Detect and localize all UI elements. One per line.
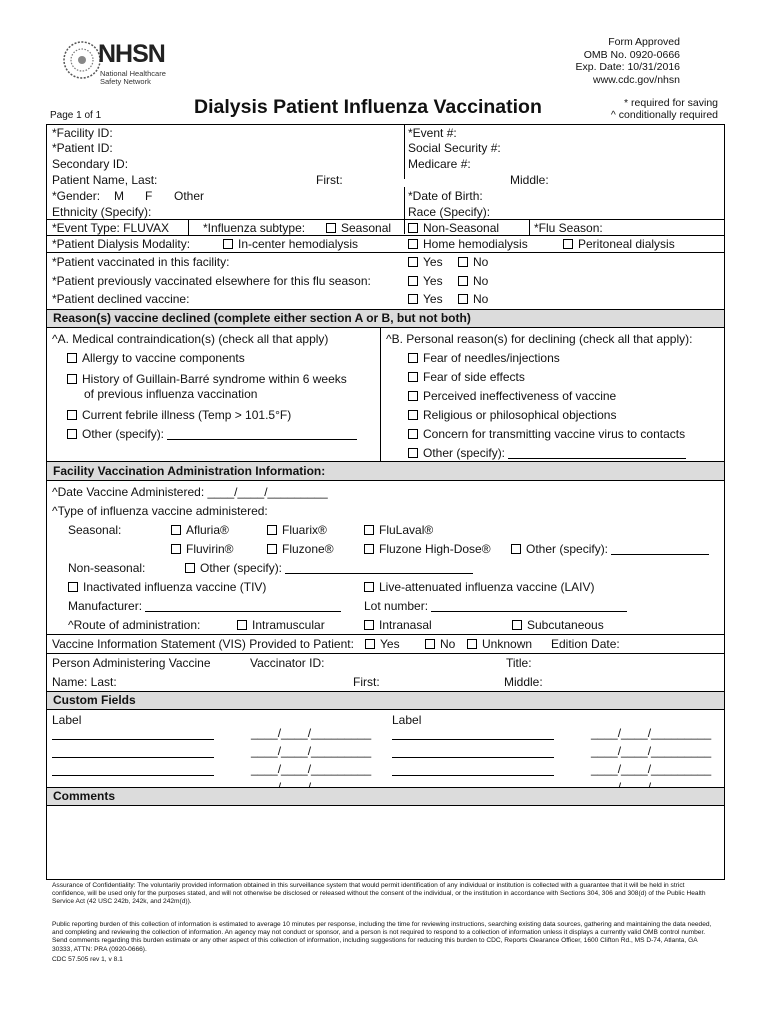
checkbox-icon — [458, 276, 468, 286]
custom-label-left-header: Label — [52, 713, 82, 727]
declined-no[interactable] — [458, 292, 488, 306]
ineffective-checkbox[interactable] — [408, 389, 616, 403]
person-administering-label: Person Administering Vaccine — [52, 656, 211, 670]
fluzone-checkbox[interactable] — [267, 542, 334, 556]
checkbox-icon — [408, 276, 418, 286]
checkbox-icon — [171, 525, 181, 535]
seasonal-label: Seasonal: — [68, 523, 122, 537]
divider — [404, 187, 405, 234]
checkbox-icon — [408, 294, 418, 304]
checkbox-icon — [267, 525, 277, 535]
checkbox-icon — [267, 544, 277, 554]
divider — [188, 219, 189, 235]
yes-label: Yes — [423, 255, 443, 269]
religious-label: Religious or philosophical objections — [423, 408, 617, 422]
a-other-input[interactable] — [167, 428, 357, 440]
elsewhere-yes[interactable] — [408, 274, 443, 288]
omb-block — [576, 36, 681, 86]
custom-date-input[interactable]: ____/____/_________ — [251, 726, 372, 740]
checkbox-icon — [408, 239, 418, 249]
checkbox-icon — [563, 239, 573, 249]
laiv-label: Live-attenuated influenza vaccine (LAIV) — [379, 580, 595, 594]
custom-label-input[interactable] — [52, 739, 214, 740]
checkbox-icon — [185, 563, 195, 573]
checkbox-icon — [67, 410, 77, 420]
seasonal-checkbox[interactable] — [326, 221, 391, 235]
confidentiality-statement: Assurance of Confidentiality: The voluntarily provided information obtained in this surveillance system that would permit identification of any individual or institution is collected with a guarantee that it will be held in strict confidence, will be used only for the purposes stated, and will not otherwise be disclosed or released without the consent of the individual, or the institution in accordance with Sections 304, 306 and 308(d) of the Public Health Service Act (42 USC 242b, 242k, and 242m(d)). — [52, 882, 706, 906]
medicare-field[interactable]: Medicare #: — [408, 157, 471, 171]
incenter-label: In-center hemodialysis — [238, 237, 359, 251]
seasonal-label: Seasonal — [341, 221, 392, 235]
intranasal-checkbox[interactable] — [364, 618, 432, 632]
ssn-field[interactable]: Social Security #: — [408, 141, 501, 155]
custom-label-input[interactable] — [392, 739, 554, 740]
fluarix-checkbox[interactable] — [267, 523, 327, 537]
fluvirin-label: Fluvirin® — [186, 542, 234, 556]
checkbox-icon — [458, 257, 468, 267]
vis-no[interactable] — [425, 637, 455, 651]
divider — [47, 252, 724, 253]
checkbox-icon — [364, 544, 374, 554]
date-administered-field[interactable]: ^Date Vaccine Administered: ____/____/_________ — [52, 485, 328, 499]
side-effects-label: Fear of side effects — [423, 370, 525, 384]
event-type: *Event Type: FLUVAX — [52, 221, 169, 235]
divider — [47, 235, 724, 236]
logo-subtitle-1: National Healthcare — [100, 69, 166, 78]
checkbox-icon — [171, 544, 181, 554]
fluzone-hd-checkbox[interactable] — [364, 542, 491, 556]
afluria-checkbox[interactable] — [171, 523, 229, 537]
checkbox-icon — [511, 544, 521, 554]
vaccinator-last-name-field[interactable]: Name: Last: — [52, 675, 117, 689]
patient-middle-name-field[interactable]: Middle: — [510, 173, 549, 187]
transmit-checkbox[interactable] — [408, 427, 685, 441]
elsewhere-no[interactable] — [458, 274, 488, 288]
vaccinator-first-name-field[interactable]: First: — [353, 675, 380, 689]
checkbox-icon — [67, 429, 77, 439]
nonseasonal-other-checkbox[interactable] — [185, 561, 473, 575]
flulaval-checkbox[interactable] — [364, 523, 433, 537]
divider — [47, 634, 724, 635]
patient-last-name-field[interactable]: Patient Name, Last: — [52, 173, 158, 187]
secondary-id-field[interactable]: Secondary ID: — [52, 157, 129, 171]
transmit-label: Concern for transmitting vaccine virus to contacts — [423, 427, 686, 441]
custom-label-input[interactable] — [52, 757, 214, 758]
custom-date-input[interactable]: ____/____/_________ — [251, 744, 372, 758]
lot-number-field[interactable] — [364, 599, 627, 613]
intranasal-label: Intranasal — [379, 618, 432, 632]
lot-input[interactable] — [431, 600, 627, 612]
fluvirin-checkbox[interactable] — [171, 542, 234, 556]
admin-heading: Facility Vaccination Administration Information: — [47, 461, 724, 481]
needles-label: Fear of needles/injections — [423, 351, 560, 365]
route-label: ^Route of administration: — [68, 618, 201, 632]
vaccinated-yes[interactable] — [408, 255, 443, 269]
vaccine-type-label: ^Type of influenza vaccine administered: — [52, 504, 268, 518]
fluzone-hd-label: Fluzone High-Dose® — [379, 542, 491, 556]
a-other-checkbox[interactable] — [67, 427, 357, 441]
custom-date-input[interactable]: ____/____/_________ — [251, 762, 372, 776]
vaccinated-no[interactable] — [458, 255, 488, 269]
patient-first-name-field[interactable]: First: — [316, 173, 343, 187]
checkbox-icon — [237, 620, 247, 630]
religious-checkbox[interactable] — [408, 408, 616, 422]
checkbox-icon — [408, 257, 418, 267]
vis-yes[interactable] — [365, 637, 400, 651]
custom-date-input[interactable]: ____/____/_________ — [591, 762, 712, 776]
fluarix-label: Fluarix® — [282, 523, 327, 537]
patient-id-field[interactable]: *Patient ID: — [52, 141, 113, 155]
peritoneal-checkbox[interactable] — [563, 237, 675, 251]
checkbox-icon — [458, 294, 468, 304]
needles-checkbox[interactable] — [408, 351, 560, 365]
checkbox-icon — [68, 582, 78, 592]
no-label: No — [473, 274, 489, 288]
checkbox-icon — [425, 639, 435, 649]
unknown-label: Unknown — [482, 637, 533, 651]
custom-label-input[interactable] — [52, 775, 214, 776]
custom-label-input[interactable] — [392, 775, 554, 776]
required-note: * required for saving — [624, 97, 718, 109]
laiv-checkbox[interactable] — [364, 580, 594, 594]
flulaval-label: FluLaval® — [379, 523, 434, 537]
yes-label: Yes — [423, 274, 443, 288]
edition-date-field[interactable]: Edition Date: — [551, 637, 620, 651]
checkbox-icon — [365, 639, 375, 649]
divider — [404, 125, 405, 179]
divider — [47, 653, 724, 654]
checkbox-icon — [223, 239, 233, 249]
nonseasonal-other-input[interactable] — [285, 562, 473, 574]
no-label: No — [473, 255, 489, 269]
febrile-checkbox[interactable] — [67, 408, 291, 422]
checkbox-icon — [408, 410, 418, 420]
logo-text: NHSN — [98, 40, 165, 68]
checkbox-icon — [512, 620, 522, 630]
vaccinator-middle-name-field[interactable]: Middle: — [504, 675, 543, 689]
race-field[interactable]: Race (Specify): — [408, 205, 491, 219]
comments-area[interactable] — [47, 806, 724, 879]
divider — [529, 219, 530, 235]
im-checkbox[interactable] — [237, 618, 325, 632]
vis-unknown[interactable] — [467, 637, 532, 651]
divider — [47, 219, 724, 220]
manufacturer-field[interactable] — [68, 599, 341, 613]
checkbox-icon — [408, 429, 418, 439]
date-label: ^Date Vaccine Administered: — [52, 485, 205, 499]
allergy-checkbox[interactable] — [67, 351, 245, 365]
nhsn-logo — [62, 40, 172, 86]
tiv-checkbox[interactable] — [68, 580, 266, 594]
vaccinated-label: *Patient vaccinated in this facility: — [52, 255, 230, 269]
logo-subtitle-2: Safety Network — [100, 77, 151, 86]
b-other-checkbox[interactable] — [408, 446, 686, 460]
manufacturer-label: Manufacturer: — [68, 599, 143, 613]
checkbox-icon — [67, 353, 77, 363]
seasonal-other-checkbox[interactable] — [511, 542, 709, 556]
gender-f-option[interactable]: F — [145, 189, 153, 203]
dialysis-modality-label: *Patient Dialysis Modality: — [52, 237, 191, 251]
home-hd-checkbox[interactable] — [408, 237, 528, 251]
checkbox-icon — [364, 582, 374, 592]
allergy-label: Allergy to vaccine components — [82, 351, 245, 365]
form-approved: Form Approved — [608, 36, 680, 48]
checkbox-icon — [408, 391, 418, 401]
influenza-subtype-label: *Influenza subtype: — [203, 221, 306, 235]
no-label: No — [473, 292, 489, 306]
ineffective-label: Perceived ineffectiveness of vaccine — [423, 389, 617, 403]
form-body — [46, 124, 725, 880]
custom-date-input[interactable]: ____/____/_________ — [591, 744, 712, 758]
burden-statement: Public reporting burden of this collection of information is estimated to average 10 minutes per response, including the time for reviewing instructions, searching existing data sources, gathering and maintaining the data needed, and completing and reviewing the collection of information. An agency may not conduct or sponsor, and a person is not required to respond to a collection of information unless it displays a currently valid OMB control number. Send comments regarding this burden estimate or any other aspect of this collection of information, including suggestions for reducing this burden to CDC, Reports Clearance Officer, 1600 Clifton Rd., MS D-74, Atlanta, GA 30333, ATTN: PRA (0920-0666). — [52, 921, 712, 953]
febrile-label: Current febrile illness (Temp > 101.5°F) — [82, 408, 292, 422]
subq-label: Subcutaneous — [527, 618, 604, 632]
gender-m-option[interactable]: M — [114, 189, 124, 203]
omb-number: OMB No. 0920-0666 — [583, 48, 680, 61]
lot-label: Lot number: — [364, 599, 429, 613]
gbs-label: History of Guillain-Barré syndrome within 6 weeks — [82, 372, 347, 386]
conditional-note: ^ conditionally required — [610, 109, 718, 121]
custom-label-input[interactable] — [392, 757, 554, 758]
incenter-checkbox[interactable] — [223, 237, 358, 251]
ethnicity-field[interactable]: Ethnicity (Specify): — [52, 205, 152, 219]
seasonal-other-input[interactable] — [611, 543, 709, 555]
seasonal-other-label: Other (specify): — [526, 542, 609, 556]
checkbox-icon — [467, 639, 477, 649]
page-title: Dialysis Patient Influenza Vaccination — [194, 96, 542, 118]
facility-id-field[interactable]: *Facility ID: — [52, 126, 113, 140]
nonseasonal-other-label: Other (specify): — [200, 561, 283, 575]
divider — [380, 328, 381, 461]
checkbox-icon — [364, 525, 374, 535]
gbs-label-line2: of previous influenza vaccination — [84, 387, 258, 401]
dob-field[interactable]: *Date of Birth: — [408, 189, 483, 203]
no-label: No — [440, 637, 456, 651]
gbs-checkbox[interactable] — [67, 372, 347, 386]
section-a-heading: ^A. Medical contraindication(s) (check all that apply) — [52, 332, 329, 346]
reasons-heading: Reason(s) vaccine declined (complete either section A or B, but not both) — [47, 309, 724, 328]
nonseasonal-label: Non-seasonal: — [68, 561, 146, 575]
b-other-input[interactable] — [508, 447, 686, 459]
section-b-heading: ^B. Personal reason(s) for declining (check all that apply): — [386, 332, 693, 346]
form-id: CDC 57.505 rev 1, v 8.1 — [52, 956, 123, 963]
yes-label: Yes — [380, 637, 400, 651]
globe-icon — [62, 40, 102, 80]
checkbox-icon — [408, 223, 418, 233]
checkbox-icon — [408, 448, 418, 458]
manufacturer-input[interactable] — [145, 600, 341, 612]
event-number-field[interactable]: *Event #: — [408, 126, 457, 140]
custom-fields-heading: Custom Fields — [47, 691, 724, 710]
a-other-label: Other (specify): — [82, 427, 165, 441]
custom-date-input[interactable]: ____/____/_________ — [591, 726, 712, 740]
subq-checkbox[interactable] — [512, 618, 604, 632]
elsewhere-label: *Patient previously vaccinated elsewhere for this flu season: — [52, 274, 371, 288]
tiv-label: Inactivated influenza vaccine (TIV) — [83, 580, 267, 594]
fluzone-label: Fluzone® — [282, 542, 334, 556]
page-number: Page 1 of 1 — [50, 110, 102, 121]
gender-label: *Gender: — [52, 189, 101, 203]
checkbox-icon — [364, 620, 374, 630]
nonseasonal-checkbox[interactable] — [408, 221, 499, 235]
nonseasonal-label: Non-Seasonal — [423, 221, 500, 235]
yes-label: Yes — [423, 292, 443, 306]
checkbox-icon — [326, 223, 336, 233]
checkbox-icon — [408, 353, 418, 363]
checkbox-icon — [67, 374, 77, 384]
exp-date: Exp. Date: 10/31/2016 — [575, 61, 680, 73]
custom-label-right-header: Label — [392, 713, 422, 727]
vis-label: Vaccine Information Statement (VIS) Provided to Patient: — [52, 637, 354, 651]
afluria-label: Afluria® — [186, 523, 229, 537]
declined-label: *Patient declined vaccine: — [52, 292, 190, 306]
checkbox-icon — [408, 372, 418, 382]
flu-season-field[interactable]: *Flu Season: — [534, 221, 603, 235]
required-legend — [611, 97, 718, 121]
gender-other-option[interactable]: Other — [174, 189, 205, 203]
vaccinator-id-field[interactable]: Vaccinator ID: — [250, 656, 325, 670]
cdc-url: www.cdc.gov/nhsn — [593, 73, 680, 86]
declined-yes[interactable] — [408, 292, 443, 306]
peritoneal-label: Peritoneal dialysis — [578, 237, 675, 251]
comments-heading: Comments — [47, 787, 724, 806]
home-hd-label: Home hemodialysis — [423, 237, 528, 251]
vaccinator-title-field[interactable]: Title: — [506, 656, 532, 670]
b-other-label: Other (specify): — [423, 446, 506, 460]
im-label: Intramuscular — [252, 618, 325, 632]
side-effects-checkbox[interactable] — [408, 370, 525, 384]
